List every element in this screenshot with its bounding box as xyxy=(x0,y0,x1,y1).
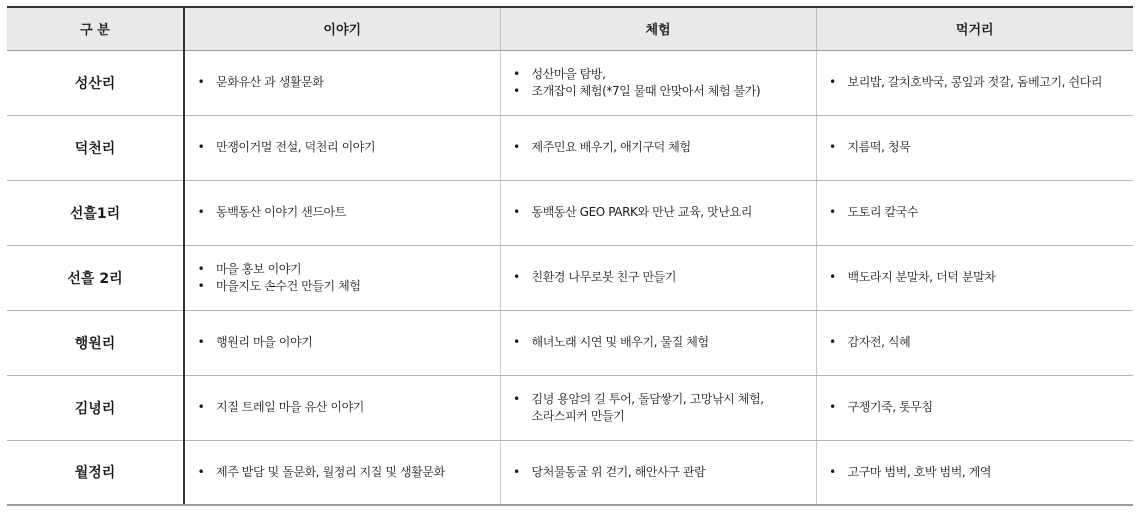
list-item xyxy=(512,204,808,221)
bullet-list xyxy=(185,399,500,416)
list-item-text: 제주민요 배우기, 애기구덕 체험 xyxy=(531,140,691,154)
list-item-text: 행원리 마을 이야기 xyxy=(216,335,313,349)
experience-cell xyxy=(500,440,816,505)
program-table-container xyxy=(7,6,1133,506)
food-cell xyxy=(816,310,1133,375)
bullet-icon: • xyxy=(513,83,520,98)
village-name: 김녕리 xyxy=(7,375,184,440)
table-row xyxy=(7,245,1133,310)
header-story: 이야기 xyxy=(184,7,500,50)
list-item-text: 마을 홍보 이야기 xyxy=(216,261,302,276)
list-item-text: 친환경 나무로봇 친구 만들기 xyxy=(531,270,677,284)
list-item xyxy=(196,464,492,481)
list-item xyxy=(828,399,1126,416)
bullet-list xyxy=(185,261,500,295)
bullet-icon: • xyxy=(829,75,836,89)
story-cell xyxy=(184,115,500,180)
list-item-text: 도토리 칼국수 xyxy=(847,205,919,219)
list-item-text: 당처물동굴 위 걷기, 해안사구 관람 xyxy=(531,464,706,479)
list-item xyxy=(828,464,1126,481)
bullet-icon: • xyxy=(513,66,520,81)
bullet-icon: • xyxy=(829,140,836,154)
story-cell xyxy=(184,180,500,245)
bullet-list xyxy=(817,74,1134,91)
experience-cell xyxy=(500,310,816,375)
list-item-text: 김녕 용암의 길 투어, 돌담쌓기, 고망낚시 체험, 소라스피커 만들기 xyxy=(531,391,764,423)
list-item-text: 지름떡, 청묵 xyxy=(847,140,911,154)
bullet-list xyxy=(501,334,816,351)
bullet-icon: • xyxy=(513,335,520,349)
list-item xyxy=(196,278,492,295)
bullet-list xyxy=(185,334,500,351)
list-item-text: 해녀노래 시연 및 배우기, 물질 체험 xyxy=(531,335,709,349)
list-item-text: 보리밥, 갈치호박국, 콩잎과 젓갈, 돔베고기, 쉰다리 xyxy=(847,75,1103,89)
bullet-list xyxy=(817,399,1134,416)
village-name: 덕천리 xyxy=(7,115,184,180)
story-cell xyxy=(184,440,500,505)
list-item-text: 조개잡이 체험(*7일 물때 안맞아서 체험 불가) xyxy=(531,83,761,98)
experience-cell xyxy=(500,375,816,440)
table-row xyxy=(7,115,1133,180)
list-item xyxy=(512,334,808,351)
bullet-list xyxy=(817,334,1134,351)
list-item-text: 만쟁이거멀 전설, 덕천리 이야기 xyxy=(216,140,376,154)
bullet-icon: • xyxy=(197,278,205,293)
food-cell xyxy=(816,50,1133,115)
list-item xyxy=(196,74,492,91)
bullet-list xyxy=(501,464,816,481)
bullet-icon: • xyxy=(197,464,205,479)
list-item xyxy=(196,204,492,221)
bullet-icon: • xyxy=(197,140,205,154)
experience-cell xyxy=(500,115,816,180)
bullet-list xyxy=(501,204,816,221)
bullet-list xyxy=(817,269,1134,286)
experience-cell xyxy=(500,180,816,245)
list-item xyxy=(512,269,808,286)
story-cell xyxy=(184,375,500,440)
village-name: 행원리 xyxy=(7,310,184,375)
list-item-text: 제주 밭담 및 돌문화, 월정리 지질 및 생활문화 xyxy=(216,464,445,479)
header-row xyxy=(7,7,1133,50)
story-cell xyxy=(184,50,500,115)
story-cell xyxy=(184,310,500,375)
list-item xyxy=(828,74,1126,91)
list-item-text: 문화유산 과 생활문화 xyxy=(216,75,324,89)
village-program-table xyxy=(7,6,1133,506)
bullet-list xyxy=(501,66,816,100)
bullet-icon: • xyxy=(829,335,836,349)
bullet-icon: • xyxy=(513,270,520,284)
bullet-list xyxy=(501,139,816,156)
experience-cell xyxy=(500,245,816,310)
list-item xyxy=(196,261,492,278)
list-item xyxy=(828,139,1126,156)
bullet-icon: • xyxy=(197,400,205,414)
list-item-text: 동백동산 GEO PARK와 만난 교육, 맛난요리 xyxy=(531,205,752,219)
table-row xyxy=(7,375,1133,440)
bullet-icon: • xyxy=(513,464,520,479)
bullet-list xyxy=(817,464,1134,481)
list-item xyxy=(196,399,492,416)
list-item xyxy=(512,83,808,100)
list-item-text: 고구마 범벅, 호박 범벅, 게역 xyxy=(847,464,992,479)
bullet-list xyxy=(185,464,500,481)
bullet-icon: • xyxy=(197,75,205,89)
list-item-text: 백도라지 분말차, 더덕 분말차 xyxy=(847,270,996,284)
story-cell xyxy=(184,245,500,310)
bullet-icon: • xyxy=(197,335,205,349)
bullet-icon: • xyxy=(513,391,520,406)
bullet-icon: • xyxy=(829,270,836,284)
bullet-icon: • xyxy=(829,400,836,414)
table-row xyxy=(7,180,1133,245)
food-cell xyxy=(816,115,1133,180)
list-item xyxy=(512,139,808,156)
bullet-icon: • xyxy=(197,205,205,219)
list-item xyxy=(828,334,1126,351)
list-item-text: 지질 트레일 마을 유산 이야기 xyxy=(216,400,364,414)
bullet-list xyxy=(185,204,500,221)
table-row xyxy=(7,50,1133,115)
bullet-list xyxy=(501,269,816,286)
list-item xyxy=(512,66,808,83)
list-item xyxy=(512,391,808,425)
bullet-icon: • xyxy=(829,464,836,479)
bullet-icon: • xyxy=(197,261,205,276)
list-item xyxy=(828,269,1126,286)
list-item xyxy=(512,464,808,481)
header-experience: 체험 xyxy=(500,7,816,50)
table-row xyxy=(7,440,1133,505)
bullet-icon: • xyxy=(513,140,520,154)
experience-cell xyxy=(500,50,816,115)
list-item-text: 마을지도 손수건 만들기 체험 xyxy=(216,278,361,293)
food-cell xyxy=(816,245,1133,310)
food-cell xyxy=(816,180,1133,245)
list-item xyxy=(196,334,492,351)
bullet-list xyxy=(817,204,1134,221)
bullet-list xyxy=(185,74,500,91)
table-body xyxy=(7,50,1133,505)
bullet-list xyxy=(185,139,500,156)
header-food: 먹거리 xyxy=(816,7,1133,50)
header-category: 구 분 xyxy=(7,7,184,50)
bullet-icon: • xyxy=(829,205,836,219)
village-name: 성산리 xyxy=(7,50,184,115)
village-name: 선흘 2리 xyxy=(7,245,184,310)
list-item-text: 동백동산 이야기 샌드아트 xyxy=(216,205,346,219)
list-item-text: 구젱기죽, 톳무침 xyxy=(847,400,933,414)
bullet-list xyxy=(501,391,816,425)
bullet-list xyxy=(817,139,1134,156)
village-name: 선흘1리 xyxy=(7,180,184,245)
food-cell xyxy=(816,440,1133,505)
food-cell xyxy=(816,375,1133,440)
list-item xyxy=(828,204,1126,221)
list-item-text: 감자전, 식혜 xyxy=(847,335,911,349)
list-item-text: 성산마을 탐방, xyxy=(531,66,606,81)
table-row xyxy=(7,310,1133,375)
village-name: 월정리 xyxy=(7,440,184,505)
bullet-icon: • xyxy=(513,205,520,219)
list-item xyxy=(196,139,492,156)
